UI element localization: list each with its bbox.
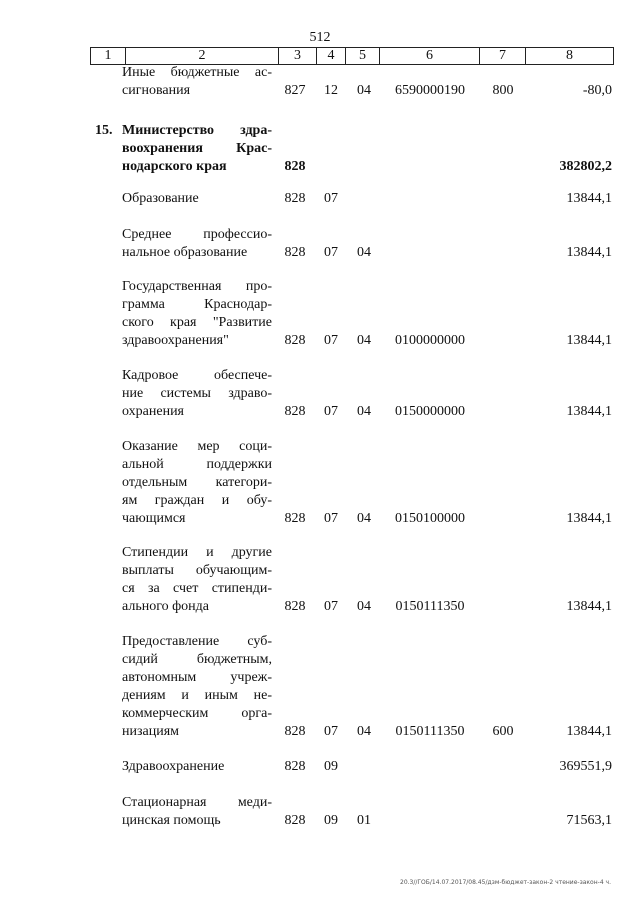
column-header-1: 1	[91, 48, 126, 65]
row-name-line: нальное образование	[122, 245, 248, 260]
row-name-line: Кадровое обеспече-	[122, 368, 272, 383]
row-name	[122, 758, 272, 776]
row-name-line: автономным учреж-	[122, 670, 272, 685]
document-footer: 20.3//ГОБ/14.07.2017/08.45/дзм-бюджет-закон-2 чтение-закон-4 ч.	[400, 879, 611, 886]
cell-c4: 07	[324, 191, 338, 206]
column-header-2: 2	[126, 48, 279, 65]
cell-c8: 13844,1	[566, 404, 612, 419]
row-name-line: сидий бюджетным,	[122, 652, 272, 667]
cell-c5: 04	[357, 245, 371, 260]
row-name-line: Здравоохранение	[122, 759, 225, 774]
cell-c3: 828	[284, 511, 306, 526]
cell-c5: 04	[357, 511, 371, 526]
cell-c8: 13844,1	[566, 191, 612, 206]
cell-c8: 13844,1	[566, 599, 612, 614]
column-header-4: 4	[317, 48, 346, 65]
row-name-line: ского края "Развитие	[122, 315, 272, 330]
row-name	[122, 122, 272, 176]
row-name-line: Образование	[122, 191, 199, 206]
column-header-table	[90, 47, 614, 65]
cell-c3: 828	[284, 599, 306, 614]
row-name-line: здравоохранения"	[122, 333, 229, 348]
cell-c8: 382802,2	[559, 159, 612, 174]
row-name-line: грамма Краснодар-	[122, 297, 272, 312]
cell-c6: 0100000000	[395, 333, 465, 348]
cell-c4: 07	[324, 599, 338, 614]
page-number: 512	[309, 30, 331, 45]
cell-c3: 827	[284, 83, 306, 98]
row-name-line: ние системы здраво-	[122, 386, 272, 401]
row-name	[122, 367, 272, 421]
cell-c4: 07	[324, 511, 338, 526]
cell-c4: 07	[324, 724, 338, 739]
cell-c8: 71563,1	[566, 813, 612, 828]
cell-c7: 600	[492, 724, 514, 739]
row-name	[122, 438, 272, 528]
row-name	[122, 633, 272, 741]
cell-c8: 13844,1	[566, 245, 612, 260]
column-header-5: 5	[346, 48, 380, 65]
row-name-line: Государственная про-	[122, 279, 272, 294]
cell-c6: 6590000190	[395, 83, 465, 98]
row-name-line: ям граждан и обу-	[122, 493, 272, 508]
cell-c3: 828	[284, 245, 306, 260]
row-name-line: Министерство здра-	[122, 123, 272, 138]
column-header-3: 3	[279, 48, 317, 65]
row-name-line: охранения	[122, 404, 184, 419]
cell-c3: 828	[284, 191, 306, 206]
row-name	[122, 544, 272, 616]
column-header-6: 6	[380, 48, 480, 65]
cell-c3: 828	[284, 333, 306, 348]
cell-c8: 13844,1	[566, 511, 612, 526]
column-header-7: 7	[480, 48, 526, 65]
row-name-line: ального фонда	[122, 599, 209, 614]
cell-c4: 07	[324, 245, 338, 260]
cell-c8: 13844,1	[566, 724, 612, 739]
cell-c5: 04	[357, 83, 371, 98]
cell-c3: 828	[284, 813, 306, 828]
row-name	[122, 226, 272, 262]
cell-c6: 0150111350	[395, 724, 465, 739]
column-header-8: 8	[526, 48, 614, 65]
row-name-line: дениям и иным не-	[122, 688, 272, 703]
row-name-line: Предоставление суб-	[122, 634, 272, 649]
cell-c4: 09	[324, 759, 338, 774]
row-name-line: Среднее профессио-	[122, 227, 272, 242]
row-name-line: Стипендии и другие	[122, 545, 272, 560]
cell-c4: 07	[324, 333, 338, 348]
cell-c4: 07	[324, 404, 338, 419]
cell-c8: 369551,9	[559, 759, 612, 774]
cell-c5: 04	[357, 333, 371, 348]
row-name-line: Оказание мер соци-	[122, 439, 272, 454]
row-name	[122, 794, 272, 830]
cell-c6: 0150100000	[395, 511, 465, 526]
cell-c8: 13844,1	[566, 333, 612, 348]
row-name-line: нодарского края	[122, 159, 227, 174]
row-name-line: Иные бюджетные ас-	[122, 65, 272, 80]
cell-c5: 01	[357, 813, 371, 828]
cell-c3: 828	[284, 759, 306, 774]
row-name-line: сигнования	[122, 83, 191, 98]
cell-c5: 04	[357, 404, 371, 419]
row-name-line: коммерческим орга-	[122, 706, 272, 721]
row-name	[122, 64, 272, 100]
row-name	[122, 190, 272, 208]
cell-c7: 800	[492, 83, 514, 98]
row-number: 15.	[95, 123, 113, 138]
row-name	[122, 278, 272, 350]
row-name-line: отдельным категори-	[122, 475, 272, 490]
row-name-line: Стационарная меди-	[122, 795, 272, 810]
row-name-line: чающимся	[122, 511, 186, 526]
row-name-line: ся за счет стипенди-	[122, 581, 272, 596]
cell-c4: 12	[324, 83, 338, 98]
cell-c4: 09	[324, 813, 338, 828]
row-name-line: выплаты обучающим-	[122, 563, 272, 578]
cell-c3: 828	[284, 724, 306, 739]
cell-c6: 0150111350	[395, 599, 465, 614]
cell-c3: 828	[284, 404, 306, 419]
column-header-row	[91, 48, 614, 65]
row-name-line: альной поддержки	[122, 457, 272, 472]
row-name-line: цинская помощь	[122, 813, 221, 828]
row-name-line: низациям	[122, 724, 180, 739]
cell-c5: 04	[357, 599, 371, 614]
cell-c5: 04	[357, 724, 371, 739]
cell-c8: -80,0	[582, 83, 612, 98]
cell-c6: 0150000000	[395, 404, 465, 419]
row-name-line: воохранения Крас-	[122, 141, 272, 156]
cell-c3: 828	[284, 159, 306, 174]
